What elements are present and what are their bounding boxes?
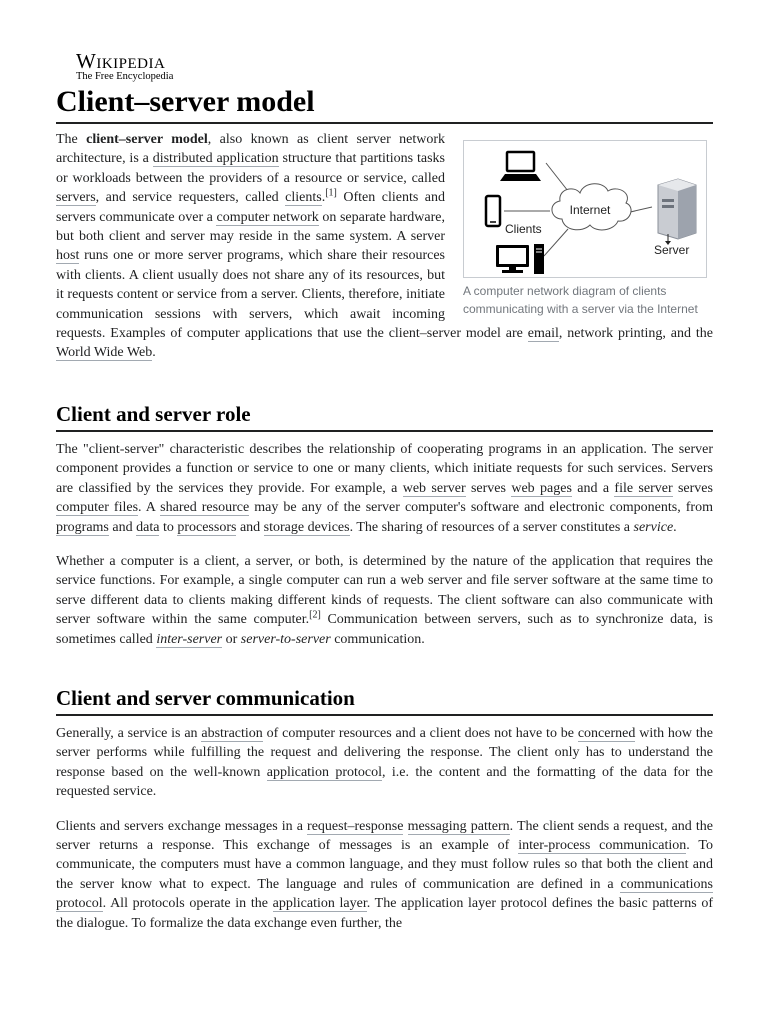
link-world-wide-web[interactable]: World Wide Web xyxy=(56,345,153,361)
link-email[interactable]: email xyxy=(527,326,559,342)
reference-1[interactable]: [1] xyxy=(325,187,337,199)
laptop-icon xyxy=(500,152,541,181)
link-inter-server[interactable]: inter-server xyxy=(156,631,223,647)
intro-paragraph: The client–server model, also known as client server network architecture, is a distributed application structure that partitions tasks or workloads between the providers of a resource or service, called servers, and service requesters, called clients.[1] Often clients and servers communicate over a computer network on separate hardware, but both client and server may reside in the same system. A server host runs one or more server programs, which share their resources with clients. A client usually does not share any of its resources, but it requests content or service from a server. Clients, therefore, initiate communication sessions with servers, which await incoming requests. Examples of computer applications that use the client–server model are email, network printing, and the World Wide Web. xyxy=(56,132,714,361)
network-diagram-image[interactable] xyxy=(463,140,707,278)
clients-label: Clients xyxy=(505,222,542,236)
link-web-server[interactable]: web server xyxy=(402,480,466,496)
link-shared-resource[interactable]: shared resource xyxy=(160,500,250,516)
paragraph: Generally, a service is an abstraction of computer resources and a client does not have to be concerned with how the server performs while fulfilling the request and delivering the response. The client only has to understand the response based on the well-known application protocol, i.e. the content and the formatting of the data for the requested service. xyxy=(56,726,714,800)
paragraph: The "client-server" characteristic describes the relationship of cooperating programs in an application. The server component provides a function or service to one or many clients, which initiate requests for such services. Servers are classified by the services they provide. For example, a web server serves web pages and a file server serves computer files. A shared resource may be any of the server computer's software and electronic components, from programs and data to processors and storage devices. The sharing of resources of a server constitutes a service. xyxy=(56,442,713,535)
logo-tagline: The Free Encyclopedia xyxy=(76,71,174,82)
section-heading: Client and server role xyxy=(56,400,713,432)
reference-2[interactable]: [2] xyxy=(309,609,321,621)
network-diagram-svg xyxy=(464,141,706,277)
section-heading: Client and server communication xyxy=(56,684,713,716)
link-request-response[interactable]: request–response xyxy=(307,818,404,834)
link-processors[interactable]: processors xyxy=(177,519,237,535)
link-messaging-pattern[interactable]: messaging pattern xyxy=(407,818,510,834)
desktop-icon xyxy=(496,244,544,274)
link-concerned[interactable]: concerned xyxy=(577,726,636,741)
phone-icon xyxy=(486,196,500,226)
link-storage-devices[interactable]: storage devices xyxy=(263,519,350,535)
link-application-protocol[interactable]: application protocol xyxy=(266,764,382,780)
link-file-server[interactable]: file server xyxy=(614,480,673,496)
network-figure xyxy=(463,140,713,318)
section-client-server-role xyxy=(56,400,713,649)
page-title: Client–server model xyxy=(56,84,713,124)
link-clients[interactable]: clients xyxy=(285,190,322,206)
server-icon xyxy=(658,179,696,245)
link-programs[interactable]: programs xyxy=(56,519,109,535)
internet-label: Internet xyxy=(569,203,611,217)
link-laptop xyxy=(546,163,568,191)
link-web-pages[interactable]: web pages xyxy=(511,480,572,496)
link-abstraction[interactable]: abstraction xyxy=(201,726,263,741)
figure-caption: A computer network diagram of clients communicating with a server via the Internet xyxy=(463,284,698,316)
section-client-server-communication xyxy=(56,684,713,933)
paragraph: Whether a computer is a client, a server, or both, is determined by the nature of the application that requires the service functions. For example, a single computer can run a web server and file server software at the same time to serve different data to clients making different kinds of requests. The client software can also communicate with server software within the same computer.[2] Communication between servers, such as to synchronize data, is sometimes called inter-server or server-to-server communication. xyxy=(56,554,714,647)
link-host[interactable]: host xyxy=(56,248,80,264)
paragraph: Clients and servers exchange messages in a request–response messaging pattern. The client sends a request, and the server returns a response. This exchange of messages is an example of inter-process communication. To communicate, the computers must have a common language, and they must follow rules so that both the client and the server know what to expect. The language and rules of communication are defined in a communications protocol. All protocols operate in the application layer. The application layer protocol defines the basic patterns of the dialogue. To formalize the data exchange even further, the xyxy=(56,818,714,931)
logo-wordmark: Wikipedia xyxy=(76,49,166,73)
intro-section xyxy=(56,130,713,363)
link-computer-network[interactable]: computer network xyxy=(216,209,319,225)
server-label: Server xyxy=(654,243,690,257)
link-desktop xyxy=(544,229,568,256)
link-computer-files[interactable]: computer files xyxy=(56,500,139,516)
link-inter-process-communication[interactable]: inter-process communication xyxy=(518,838,687,854)
link-application-layer[interactable]: application layer xyxy=(272,896,367,912)
link-distributed-application[interactable]: distributed application xyxy=(152,151,279,167)
italic-term: service xyxy=(633,519,674,535)
cloud-icon xyxy=(552,184,631,230)
link-communications-protocol[interactable]: communications protocol xyxy=(56,876,713,912)
bold-term: client–server model xyxy=(86,132,208,147)
link-servers[interactable]: servers xyxy=(56,190,96,206)
link-data[interactable]: data xyxy=(136,519,160,535)
wikipedia-logo[interactable] xyxy=(76,50,206,83)
italic-term: server-to-server xyxy=(240,631,331,647)
